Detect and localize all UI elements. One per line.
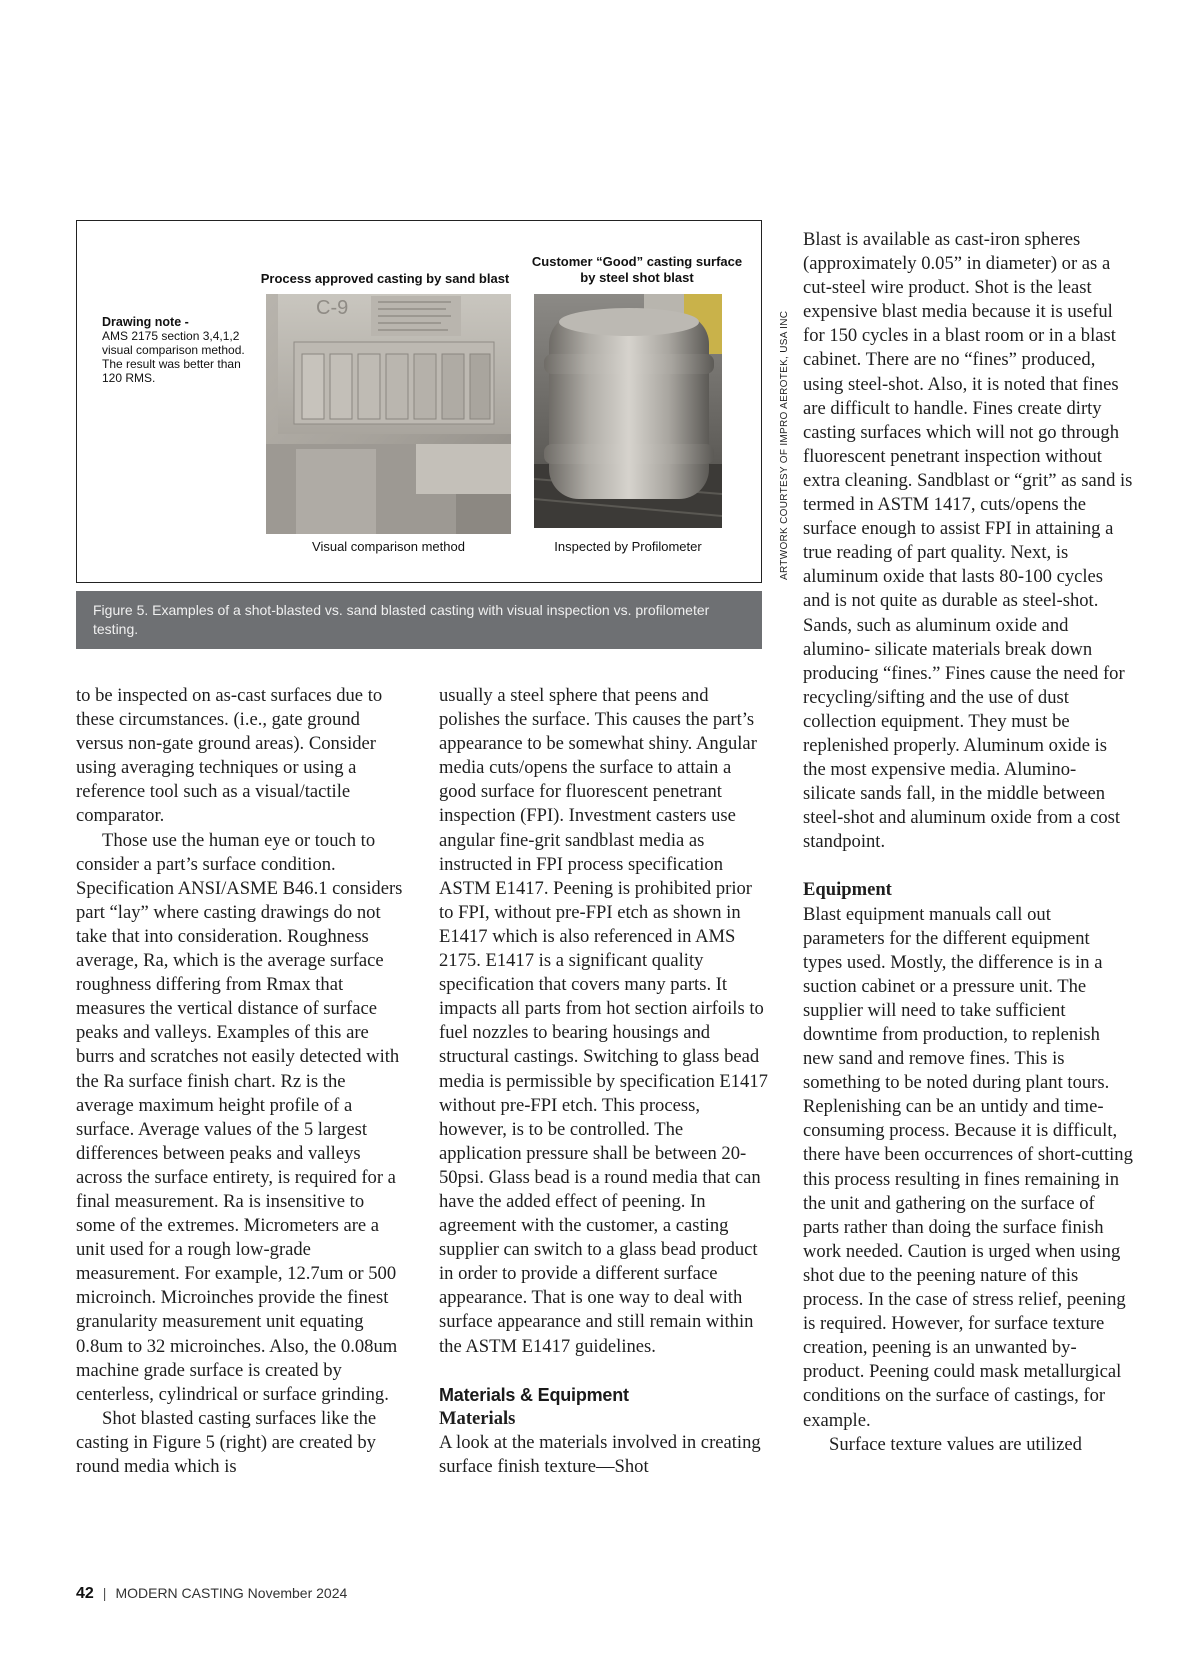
subheading-equipment: Equipment bbox=[803, 879, 892, 901]
paragraph: Those use the human eye or touch to consider a part’s surface condition. Specification ANSI/ASME B46.1 considers part “lay” where casting drawings do not take that into consideration. Roughness average, Ra, which is the average surface roughness differing from Rmax that measures the vertical distance of surface peaks and valleys. Examples of this are burrs and scratches not easily detected with the Ra surface finish chart. Rz is the average maximum height profile of a surface. Average values of the 5 largest differences between peaks and valleys across the surface entirety, is required for a final measurement. Ra is insensitive to some of the extremes. Micrometers are a unit used for a rough low-grade measurement. For example, 12.7um or 500 microinch. Microinches provide the finest granularity measurement unit equating 0.8um to 32 microinches. Also, the 0.08um machine grade surface is created by centerless, cylindrical or surface grinding. bbox=[76, 829, 403, 1405]
right-photo-heading bbox=[527, 254, 747, 286]
steel-shot-casting-photo bbox=[534, 294, 722, 528]
artwork-credit: ARTWORK COURTESY OF IMPRO AEROTEK, USA INC bbox=[779, 310, 790, 580]
article-column-2 bbox=[439, 684, 769, 1479]
left-photo-heading: Process approved casting by sand blast bbox=[260, 271, 510, 286]
paragraph: usually a steel sphere that peens and polishes the surface. This causes the part’s appearance to be somewhat shiny. Angular media cuts/opens the surface to attain a good surface for fluorescent penetrant inspection (FPI). Investment casters use angular fine-grit sandblast media as instructed in FPI process specification ASTM E1417. Peening is prohibited prior to FPI, without pre-FPI etch as shown in E1417 which is also referenced in AMS 2175. E1417 is a significant quality specification that covers many parts. It impacts all parts from hot section airfoils to fuel nozzles to bearing housings and structural castings. Switching to glass bead media is permissible by specification E1417 without pre-FPI etch. This process, however, is to be controlled. The application pressure shall be between 20-50psi. Glass bead is a round media that can have the added effect of peening. In agreement with the customer, a casting supplier can switch to a glass bead product in order to provide a different surface appearance. That is one way to deal with surface appearance and still remain within the ASTM E1417 guidelines. bbox=[439, 685, 768, 1357]
drawing-note-line: AMS 2175 section 3,4,1,2 bbox=[102, 329, 240, 343]
sand-blast-casting-photo bbox=[266, 294, 511, 534]
right-heading-line1: Customer “Good” casting surface bbox=[531, 254, 743, 269]
footer-divider: | bbox=[102, 1585, 107, 1601]
drawing-note-line: visual comparison method. bbox=[102, 343, 245, 357]
drawing-note bbox=[102, 315, 262, 385]
figure-5 bbox=[76, 220, 762, 583]
paragraph: Surface texture values are utilized bbox=[829, 1433, 1082, 1455]
section-heading-materials-equipment: Materials & Equipment bbox=[439, 1384, 629, 1405]
article-column-1 bbox=[76, 684, 406, 1479]
drawing-note-line: The result was better than bbox=[102, 357, 241, 371]
paragraph: Blast is available as cast-iron spheres (approximately 0.05” in diameter) or as a cut-steel wire product. Shot is the least expensive blast media because it is useful for 150 cycles in a blast room or in a blast cabinet. There are no “fines” produced, using steel-shot. Also, it is noted that fines are difficult to handle. Fines create dirty casting surfaces which will not go through fluorescent penetrant inspection without extra cleaning. Sandblast or “grit” as sand is termed in ASTM 1417, cuts/opens the surface enough to assist FPI in attaining a true reading of part quality. Next, is aluminum oxide that lasts 80-100 cycles and is not quite as durable as steel-shot. Sands, such as aluminum oxide and alumino- silicate materials break down producing “fines.” Fines cause the need for recycling/sifting and the use of dust collection equipment. They must be replenished properly. Aluminum oxide is the most expensive media. Alumino- silicate sands fall, in the middle between steel-shot and aluminum oxide from a cost standpoint. bbox=[803, 229, 1133, 853]
left-photo-label: Visual comparison method bbox=[312, 539, 465, 554]
right-photo-label: Inspected by Profilometer bbox=[554, 539, 702, 554]
drawing-note-title: Drawing note - bbox=[102, 315, 189, 329]
drawing-note-line: 120 RMS. bbox=[102, 371, 156, 385]
subheading-materials: Materials bbox=[439, 1407, 516, 1429]
article-column-3 bbox=[803, 228, 1133, 1457]
paragraph: Blast equipment manuals call out parameters for the different equipment types used. Mostly, the difference is in a suction cabinet or a pressure unit. The supplier will need to take sufficient downtime from production, to replenish new sand and remove fines. This is something to be noted during plant tours. Replenishing can be an untidy and time-consuming process. Because it is difficult, there have been occurrences of short-cutting this process resulting in fines remaining in the unit and gathering on the surface of parts rather than doing the surface finish work needed. Caution is urged when using shot due to the peening nature of this process. In the case of stress relief, peening is required. However, for surface texture creation, peening is an unwanted by- product. Peening could mask metallurgical conditions on the surface of castings, for example. bbox=[803, 903, 1133, 1431]
page-footer bbox=[76, 1585, 347, 1603]
right-heading-line2: by steel shot blast bbox=[580, 270, 694, 285]
paragraph: to be inspected on as-cast surfaces due to these circumstances. (i.e., gate ground versus non-gate ground areas). Consider using averaging techniques or using a reference tool such as a visual/tactile comparator. bbox=[76, 685, 383, 827]
figure-caption: Figure 5. Examples of a shot-blasted vs. sand blasted casting with visual inspection vs. profilometer testing. bbox=[76, 591, 762, 649]
issue-date: November 2024 bbox=[247, 1585, 348, 1601]
page-number: 42 bbox=[76, 1585, 94, 1602]
svg-text:C-9: C-9 bbox=[316, 297, 349, 319]
paragraph: Shot blasted casting surfaces like the casting in Figure 5 (right) are created by round media which is bbox=[76, 1407, 377, 1477]
magazine-name: MODERN CASTING bbox=[115, 1585, 244, 1601]
paragraph: A look at the materials involved in creating surface finish texture—Shot bbox=[439, 1431, 761, 1477]
